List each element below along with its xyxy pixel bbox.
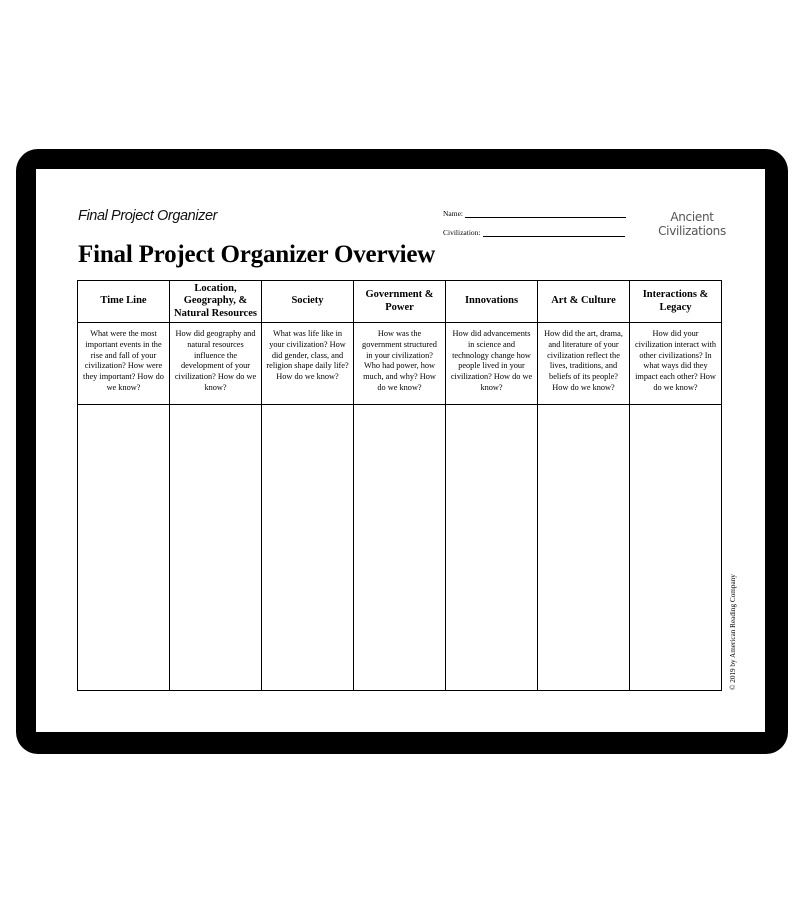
column-heading-time-line: Time Line	[78, 281, 170, 323]
question-innovations: How did advancements in science and technology change how people lived in your civilization? How do we know?	[446, 323, 538, 405]
column-heading-location: Location, Geography, & Natural Resources	[170, 281, 262, 323]
question-government: How was the government structured in your civilization? Who had power, how much, and why? How do we know?	[354, 323, 446, 405]
answer-cell-innovations[interactable]	[446, 405, 538, 691]
answer-cell-interactions[interactable]	[630, 405, 722, 691]
name-field[interactable]	[443, 209, 626, 218]
column-heading-art-culture: Art & Culture	[538, 281, 630, 323]
answer-cell-location[interactable]	[170, 405, 262, 691]
civilization-field[interactable]	[443, 228, 625, 237]
answer-row	[78, 405, 722, 691]
document-subtitle: Final Project Organizer	[78, 208, 218, 224]
brand-line-2: Civilizations	[658, 224, 726, 238]
brand-logo	[652, 210, 732, 238]
answer-cell-art-culture[interactable]	[538, 405, 630, 691]
civilization-label: Civilization:	[443, 228, 481, 237]
question-society: What was life like in your civilization? How did gender, class, and religion shape daily life? How do we know?	[262, 323, 354, 405]
copyright-notice: © 2019 by American Reading Company	[729, 574, 737, 690]
civilization-blank-line[interactable]	[483, 229, 625, 237]
question-row	[78, 323, 722, 405]
column-heading-interactions: Interactions & Legacy	[630, 281, 722, 323]
question-interactions: How did your civilization interact with other civilizations? In what ways did they impact each other? How do we know?	[630, 323, 722, 405]
question-location: How did geography and natural resources influence the development of your civilization? How do we know?	[170, 323, 262, 405]
question-art-culture: How did the art, drama, and literature of your civilization reflect the lives, traditions, and beliefs of its people? How do we know?	[538, 323, 630, 405]
organizer-table	[77, 280, 722, 691]
answer-cell-society[interactable]	[262, 405, 354, 691]
answer-cell-time-line[interactable]	[78, 405, 170, 691]
page-title: Final Project Organizer Overview	[78, 241, 436, 268]
column-heading-government: Government & Power	[354, 281, 446, 323]
column-heading-innovations: Innovations	[446, 281, 538, 323]
answer-cell-government[interactable]	[354, 405, 446, 691]
name-label: Name:	[443, 209, 463, 218]
brand-line-1: Ancient	[670, 210, 714, 224]
column-heading-society: Society	[262, 281, 354, 323]
name-blank-line[interactable]	[465, 210, 626, 218]
heading-row	[78, 281, 722, 323]
question-time-line: What were the most important events in the rise and fall of your civilization? How were they important? How do we know?	[78, 323, 170, 405]
